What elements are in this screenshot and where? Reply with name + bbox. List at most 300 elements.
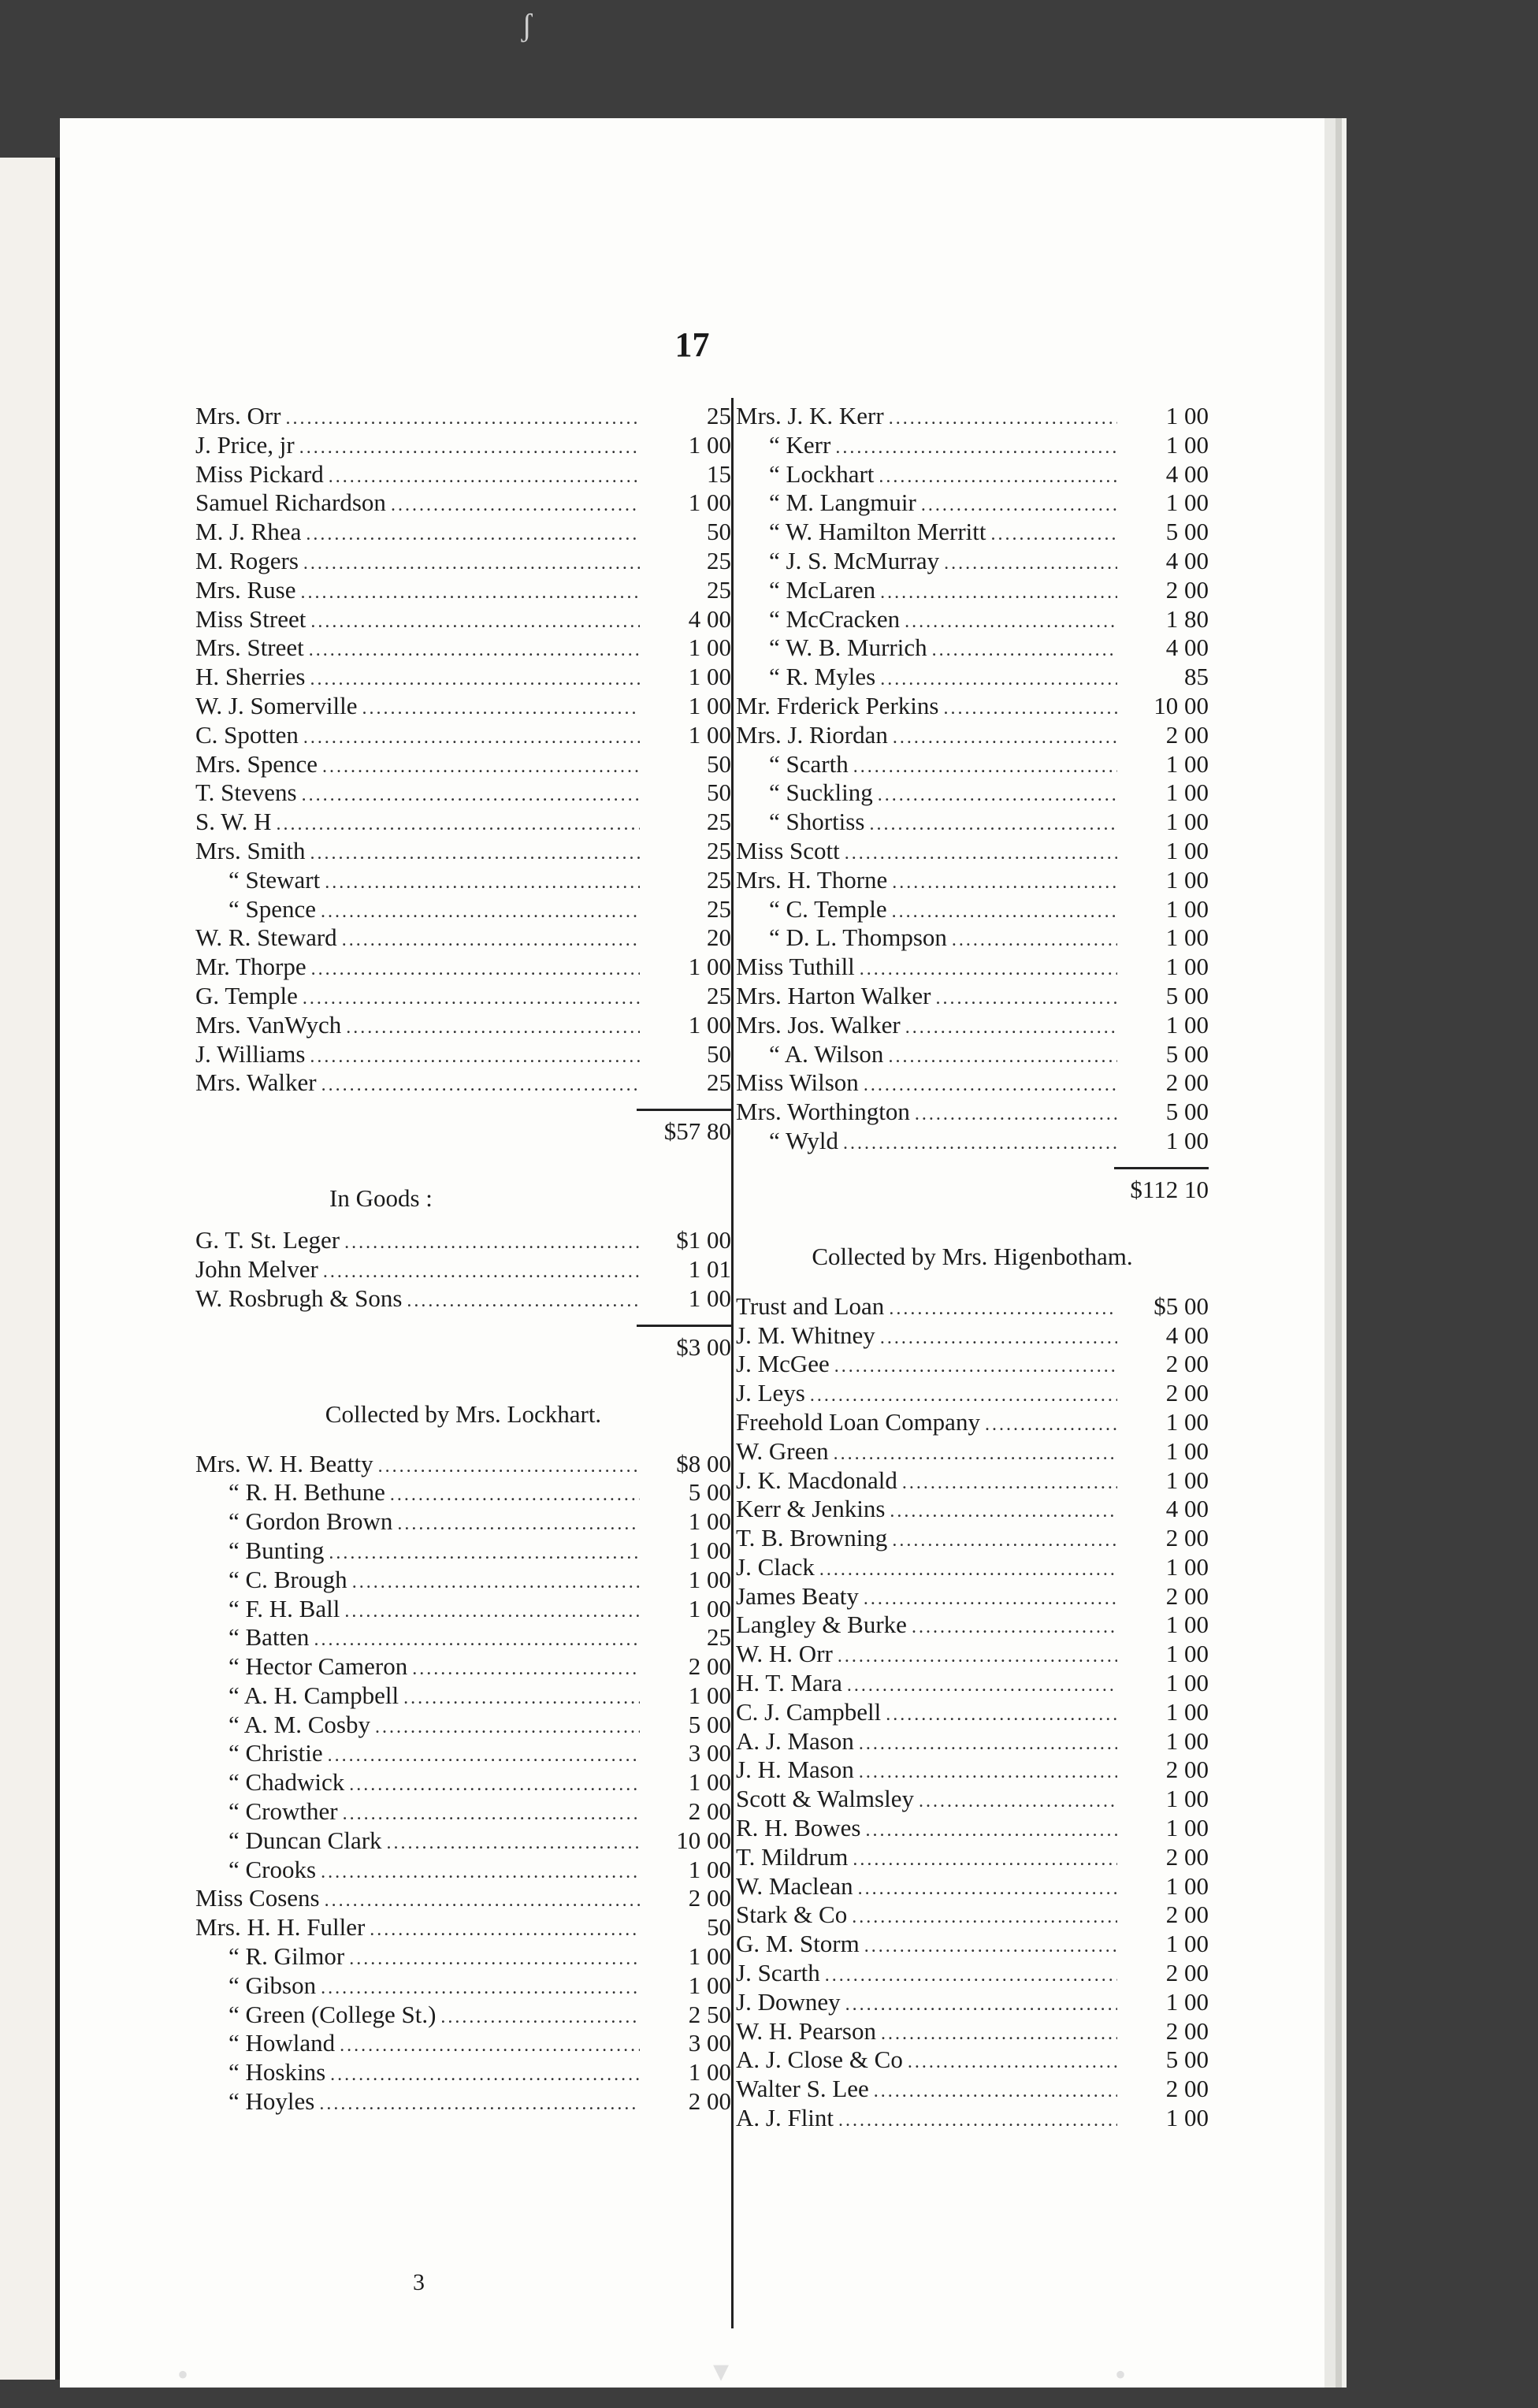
entry-name: Mrs. Spence: [195, 749, 318, 778]
leader-dots: [323, 1262, 640, 1283]
entry-row: [195, 1739, 731, 1768]
entry-row: [736, 2017, 1209, 2046]
entry-name: M. J. Rhea: [195, 518, 302, 546]
entry-name: “ Hector Cameron: [228, 1652, 408, 1681]
leader-dots: [299, 437, 640, 459]
entry-amount: 50: [707, 779, 731, 807]
entry-amount: 1 00: [1165, 1407, 1209, 1436]
entry-row: [736, 1524, 1209, 1553]
leader-dots: [362, 698, 640, 719]
entry-row: [736, 1901, 1209, 1930]
leader-dots: [859, 1734, 1117, 1755]
leader-dots: [889, 1299, 1117, 1320]
entry-name: W. J. Somerville: [195, 691, 358, 719]
leader-dots: [343, 1804, 640, 1825]
leader-dots: [853, 1849, 1117, 1871]
entry-row: [195, 721, 731, 750]
entry-amount: 4 00: [1165, 1321, 1209, 1349]
entry-name: H. Sherries: [195, 663, 306, 691]
entry-row: [195, 1011, 731, 1040]
leader-dots: [878, 785, 1117, 806]
leader-dots: [303, 727, 640, 749]
entry-row: [195, 634, 731, 663]
entry-name: Miss Tuthill: [736, 953, 855, 981]
entry-row: [736, 460, 1209, 489]
leader-dots: [314, 1629, 640, 1651]
leader-dots: [932, 640, 1117, 661]
entry-row: [736, 1930, 1209, 1959]
entry-name: Walter S. Lee: [736, 2075, 869, 2103]
entry-row: [736, 750, 1209, 779]
entry-row: [195, 2058, 731, 2087]
entry-name: Miss Cosens: [195, 1884, 320, 1912]
entry-row: [736, 923, 1209, 953]
entry-amount: 2 00: [1165, 1756, 1209, 1784]
entry-name: Mrs. H. Thorne: [736, 865, 888, 894]
entry-amount: 5 00: [1165, 1039, 1209, 1068]
entry-name: Mrs. H. H. Fuller: [195, 1913, 366, 1942]
leader-dots: [310, 669, 640, 690]
entry-row: [736, 1379, 1209, 1408]
leader-dots: [349, 1949, 640, 1970]
leader-dots: [329, 1543, 640, 1564]
leader-dots: [919, 1791, 1117, 1812]
entry-row: [736, 1408, 1209, 1437]
sum-rule: [637, 1109, 731, 1111]
leader-dots: [403, 1688, 640, 1709]
entry-row: [195, 2087, 731, 2116]
entry-row: [736, 1553, 1209, 1582]
entry-amount: 10 00: [676, 1826, 731, 1854]
entry-name: T. Stevens: [195, 779, 297, 807]
leader-dots: [935, 988, 1117, 1009]
entry-amount: 1 00: [1165, 1552, 1209, 1581]
left-column: [195, 402, 731, 2116]
leader-dots: [276, 814, 640, 835]
entry-amount: 3 00: [688, 1739, 731, 1767]
entry-amount: 1 00: [1165, 865, 1209, 894]
entry-name: “ Hoyles: [228, 2087, 315, 2116]
entry-amount: 1 00: [688, 1971, 731, 1999]
section-heading: In Goods :: [329, 1184, 433, 1213]
entry-row: [195, 808, 731, 837]
entry-row: [736, 837, 1209, 866]
entry-name: “ McCracken: [769, 604, 901, 633]
section-heading: Collected by Mrs. Higenbotham.: [812, 1242, 1133, 1270]
entry-row: [195, 1478, 731, 1507]
entry-amount: $5 00: [1154, 1291, 1209, 1320]
entry-amount: 1 00: [688, 1010, 731, 1039]
entry-row: [195, 1682, 731, 1711]
entry-amount: 1 00: [1165, 1669, 1209, 1697]
entry-row: [195, 1537, 731, 1566]
subtotal: $57 80: [663, 1117, 731, 1146]
leader-dots: [310, 1046, 640, 1068]
leader-dots: [322, 756, 640, 778]
entry-amount: 1 00: [1165, 779, 1209, 807]
entry-amount: 1 00: [688, 430, 731, 459]
entry-row: [736, 1292, 1209, 1321]
entry-row: [736, 2046, 1209, 2075]
entry-row: [736, 1040, 1209, 1069]
entry-amount: 85: [1184, 663, 1209, 691]
leader-dots: [834, 1356, 1117, 1377]
entry-amount: 50: [707, 518, 731, 546]
leader-dots: [321, 1978, 640, 1999]
entry-name: “ Christie: [228, 1739, 323, 1767]
leader-dots: [390, 1485, 640, 1506]
leader-dots: [302, 785, 640, 806]
entry-amount: 2 00: [1165, 2016, 1209, 2045]
entry-row: [195, 2029, 731, 2058]
entry-name: “ Gordon Brown: [228, 1507, 393, 1536]
entry-amount: 50: [707, 1913, 731, 1942]
entry-name: W. Maclean: [736, 1871, 853, 1900]
leader-dots: [869, 814, 1117, 835]
entry-amount: 1 00: [1165, 1987, 1209, 2016]
entry-row: [195, 1507, 731, 1537]
leader-dots: [847, 1675, 1117, 1696]
entry-amount: 1 00: [688, 720, 731, 749]
entry-amount: 50: [707, 1039, 731, 1068]
leader-dots: [879, 466, 1117, 488]
entry-name: Freehold Loan Company: [736, 1407, 980, 1436]
entry-row: [736, 518, 1209, 547]
entry-row: [195, 1768, 731, 1797]
entry-row: [736, 2075, 1209, 2104]
entry-name: T. B. Browning: [736, 1524, 888, 1552]
entry-amount: 1 00: [1165, 1126, 1209, 1154]
entry-row: [195, 923, 731, 953]
entry-name: A. J. Flint: [736, 2104, 834, 2132]
entry-amount: 1 01: [688, 1254, 731, 1283]
entry-amount: 1 00: [1165, 836, 1209, 864]
entry-row: [736, 953, 1209, 982]
entry-amount: 25: [707, 1068, 731, 1097]
leader-dots: [321, 901, 640, 923]
entry-name: James Beaty: [736, 1581, 859, 1610]
leader-dots: [852, 1907, 1117, 1928]
entry-row: [736, 2104, 1209, 2133]
entry-amount: 2 00: [1165, 1350, 1209, 1378]
entry-amount: 25: [707, 1623, 731, 1652]
entry-row: [736, 1785, 1209, 1814]
entry-name: M. Rogers: [195, 546, 299, 574]
entry-name: “ R. H. Bethune: [228, 1478, 385, 1507]
entry-name: Mrs. Smith: [195, 836, 306, 864]
leader-dots: [311, 959, 640, 980]
entry-name: “ McLaren: [769, 575, 876, 604]
leader-dots: [889, 408, 1117, 429]
entry-amount: 1 00: [688, 1565, 731, 1593]
entry-amount: 1 00: [688, 691, 731, 719]
entry-name: “ A. M. Cosby: [228, 1710, 370, 1738]
contributor-list: [195, 402, 731, 1098]
entry-name: W. H. Pearson: [736, 2016, 876, 2045]
entry-name: Miss Street: [195, 604, 306, 633]
entry-amount: 2 00: [1165, 1524, 1209, 1552]
goods-list: [195, 1226, 731, 1313]
entry-row: [195, 1284, 731, 1314]
entry-amount: $1 00: [676, 1226, 731, 1254]
entry-row: [736, 1814, 1209, 1843]
entry-row: [195, 895, 731, 924]
entry-name: “ Duncan Clark: [228, 1826, 382, 1854]
entry-row: [195, 866, 731, 895]
entry-amount: 1 80: [1165, 604, 1209, 633]
entry-name: Kerr & Jenkins: [736, 1495, 886, 1523]
entry-row: [736, 895, 1209, 924]
entry-amount: 2 00: [1165, 575, 1209, 604]
leader-dots: [881, 2023, 1117, 2045]
leader-dots: [843, 1133, 1117, 1154]
entry-name: J. Leys: [736, 1379, 805, 1407]
leader-dots: [838, 1646, 1117, 1667]
entry-row: [195, 576, 731, 605]
entry-amount: 1 00: [1165, 1697, 1209, 1726]
entry-amount: 2 00: [1165, 1379, 1209, 1407]
entry-name: G. M. Storm: [736, 1930, 860, 1958]
entry-row: [736, 1727, 1209, 1756]
entry-row: [195, 431, 731, 460]
leader-dots: [893, 727, 1117, 749]
entry-name: “ D. L. Thompson: [769, 923, 947, 952]
entry-amount: 1 00: [688, 663, 731, 691]
entry-amount: 2 00: [1165, 1959, 1209, 1987]
entry-name: “ W. B. Murrich: [769, 634, 927, 662]
entry-amount: 1 00: [688, 1536, 731, 1564]
entry-row: [736, 605, 1209, 634]
entry-row: [195, 460, 731, 489]
entry-name: W. Rosbrugh & Sons: [195, 1284, 403, 1312]
entry-name: Mrs. J. K. Kerr: [736, 402, 884, 429]
facing-page-edge: [0, 158, 60, 2380]
leader-dots: [874, 2081, 1117, 2102]
entry-amount: 4 00: [1165, 1495, 1209, 1523]
entry-row: [736, 1098, 1209, 1127]
entry-amount: 25: [707, 894, 731, 923]
entry-amount: 1 00: [1165, 808, 1209, 836]
entry-amount: 5 00: [1165, 1098, 1209, 1126]
leader-dots: [321, 1075, 640, 1096]
leader-dots: [330, 2064, 640, 2086]
entry-name: “ Howland: [228, 2029, 336, 2057]
entry-name: R. H. Bowes: [736, 1814, 861, 1842]
leader-dots: [300, 582, 640, 604]
entry-amount: $8 00: [676, 1449, 731, 1477]
sum-rule: [637, 1325, 731, 1327]
entry-amount: 1 00: [688, 953, 731, 981]
leader-dots: [303, 553, 640, 574]
entry-row: [736, 1698, 1209, 1727]
entry-name: John Melver: [195, 1254, 318, 1283]
entry-name: Miss Wilson: [736, 1068, 859, 1097]
leader-dots: [310, 611, 640, 633]
entry-name: W. R. Steward: [195, 923, 337, 952]
entry-name: “ C. Temple: [769, 894, 887, 923]
lockhart-list: [195, 1450, 731, 2116]
entry-row: [195, 2001, 731, 2030]
entry-name: “ Suckling: [769, 779, 873, 807]
entry-name: W. Green: [736, 1436, 829, 1465]
entry-row: [195, 1913, 731, 1942]
entry-name: “ Shortiss: [769, 808, 865, 836]
entry-name: “ F. H. Ball: [228, 1594, 340, 1622]
leader-dots: [342, 930, 640, 951]
entry-name: J. Price, jr: [195, 430, 295, 459]
entry-name: S. W. H: [195, 808, 272, 836]
leader-dots: [905, 1017, 1117, 1039]
entry-row: [195, 1040, 731, 1069]
entry-name: “ Scarth: [769, 749, 849, 778]
entry-name: J. Clack: [736, 1552, 815, 1581]
entry-name: J. McGee: [736, 1350, 830, 1378]
entry-amount: 5 00: [688, 1478, 731, 1507]
leader-dots: [325, 1890, 640, 1912]
film-speck: •: [1115, 2357, 1127, 2392]
entry-row: [736, 982, 1209, 1011]
entry-amount: 4 00: [688, 604, 731, 633]
leader-dots: [309, 640, 640, 661]
entry-name: “ Bunting: [228, 1536, 325, 1564]
section-heading: Collected by Mrs. Lockhart.: [325, 1399, 602, 1428]
entry-row: [736, 1582, 1209, 1611]
leader-dots: [838, 2110, 1117, 2131]
leader-dots: [407, 1291, 640, 1312]
entry-name: G. Temple: [195, 981, 298, 1009]
entry-name: A. J. Mason: [736, 1726, 854, 1755]
leader-dots: [886, 1704, 1117, 1726]
entry-row: [195, 1942, 731, 1971]
entry-name: J. M. Whitney: [736, 1321, 875, 1349]
entry-name: Trust and Loan: [736, 1291, 885, 1320]
entry-amount: 1 00: [1165, 1466, 1209, 1494]
right-column: [736, 402, 1209, 2133]
entry-name: J. Williams: [195, 1039, 306, 1068]
entry-amount: 1 00: [688, 1942, 731, 1971]
higenbotham-list: [736, 1292, 1209, 2133]
entry-row: [195, 518, 731, 547]
leader-dots: [303, 988, 640, 1009]
entry-name: Langley & Burke: [736, 1611, 907, 1639]
entry-name: “ J. S. McMurray: [769, 546, 940, 574]
leader-dots: [378, 1456, 640, 1477]
entry-amount: 1 00: [688, 1507, 731, 1536]
entry-row: [736, 663, 1209, 692]
entry-name: Mrs. J. Riordan: [736, 720, 888, 749]
entry-amount: 1 00: [1165, 430, 1209, 459]
entry-row: [736, 1756, 1209, 1785]
entry-amount: 2 00: [688, 1797, 731, 1826]
leader-dots: [864, 1075, 1117, 1096]
leader-dots: [864, 1589, 1117, 1610]
entry-row: [195, 1255, 731, 1284]
entry-row: [736, 1843, 1209, 1872]
entry-amount: 1 00: [1165, 923, 1209, 952]
leader-dots: [890, 1501, 1117, 1522]
entry-name: J. Downey: [736, 1987, 841, 2016]
entry-amount: 25: [707, 836, 731, 864]
entry-name: Miss Scott: [736, 836, 840, 864]
entry-amount: 25: [707, 865, 731, 894]
leader-dots: [440, 2007, 640, 2028]
entry-amount: 1 00: [1165, 749, 1209, 778]
leader-dots: [892, 872, 1117, 894]
entry-name: “ Spence: [228, 894, 317, 923]
leader-dots: [325, 872, 640, 894]
entry-row: [195, 750, 731, 779]
entry-row: [195, 402, 731, 431]
entry-name: W. H. Orr: [736, 1640, 833, 1668]
entry-row: [195, 1971, 731, 2001]
entry-name: “ A. Wilson: [769, 1039, 884, 1068]
leader-dots: [991, 524, 1117, 545]
entry-row: [195, 779, 731, 808]
entry-amount: 1 00: [1165, 1640, 1209, 1668]
entry-row: [195, 489, 731, 518]
entry-name: “ Crooks: [228, 1855, 317, 1883]
leader-dots: [349, 1774, 640, 1796]
entry-amount: 1 00: [1165, 1436, 1209, 1465]
entry-amount: 1 00: [688, 1594, 731, 1622]
entry-amount: 1 00: [1165, 894, 1209, 923]
entry-amount: 1 00: [688, 2058, 731, 2087]
entry-row: [736, 1872, 1209, 1901]
entry-name: Mrs. Jos. Walker: [736, 1010, 901, 1039]
entry-name: “ R. Myles: [769, 663, 876, 691]
entry-name: Scott & Walmsley: [736, 1785, 914, 1813]
entry-name: Mrs. Street: [195, 634, 304, 662]
entry-row: [195, 1595, 731, 1624]
entry-amount: 1 00: [688, 1284, 731, 1312]
leader-dots: [880, 669, 1117, 690]
column-divider: [731, 398, 734, 2328]
entry-row: [736, 866, 1209, 895]
film-speck: ▾: [713, 2353, 730, 2388]
entry-name: J. Scarth: [736, 1959, 820, 1987]
leader-dots: [387, 1833, 640, 1854]
entry-row: [736, 1669, 1209, 1698]
entry-amount: 25: [707, 402, 731, 429]
leader-dots: [375, 1717, 640, 1738]
entry-row: [195, 1068, 731, 1098]
entry-name: “ C. Brough: [228, 1565, 347, 1593]
leader-dots: [902, 1473, 1117, 1494]
entry-row: [736, 692, 1209, 721]
entry-amount: 15: [707, 459, 731, 488]
entry-row: [195, 547, 731, 576]
entry-name: Mrs. Ruse: [195, 575, 296, 604]
entry-amount: 2 00: [1165, 1581, 1209, 1610]
signature-mark: 3: [413, 2269, 425, 2295]
leader-dots: [412, 1659, 640, 1680]
entry-amount: 2 00: [1165, 720, 1209, 749]
leader-dots: [880, 582, 1117, 604]
entry-amount: 1 00: [688, 489, 731, 517]
entry-row: [736, 1068, 1209, 1098]
entry-amount: 1 00: [688, 1681, 731, 1709]
leader-dots: [853, 756, 1117, 778]
entry-amount: 3 00: [688, 2029, 731, 2057]
entry-row: [195, 1566, 731, 1595]
entry-amount: 1 00: [1165, 489, 1209, 517]
entry-name: J. K. Macdonald: [736, 1466, 897, 1494]
leader-dots: [888, 1046, 1117, 1068]
leader-dots: [310, 843, 640, 864]
leader-dots: [859, 1762, 1117, 1783]
entry-amount: 1 00: [1165, 1611, 1209, 1639]
leader-dots: [391, 495, 640, 516]
